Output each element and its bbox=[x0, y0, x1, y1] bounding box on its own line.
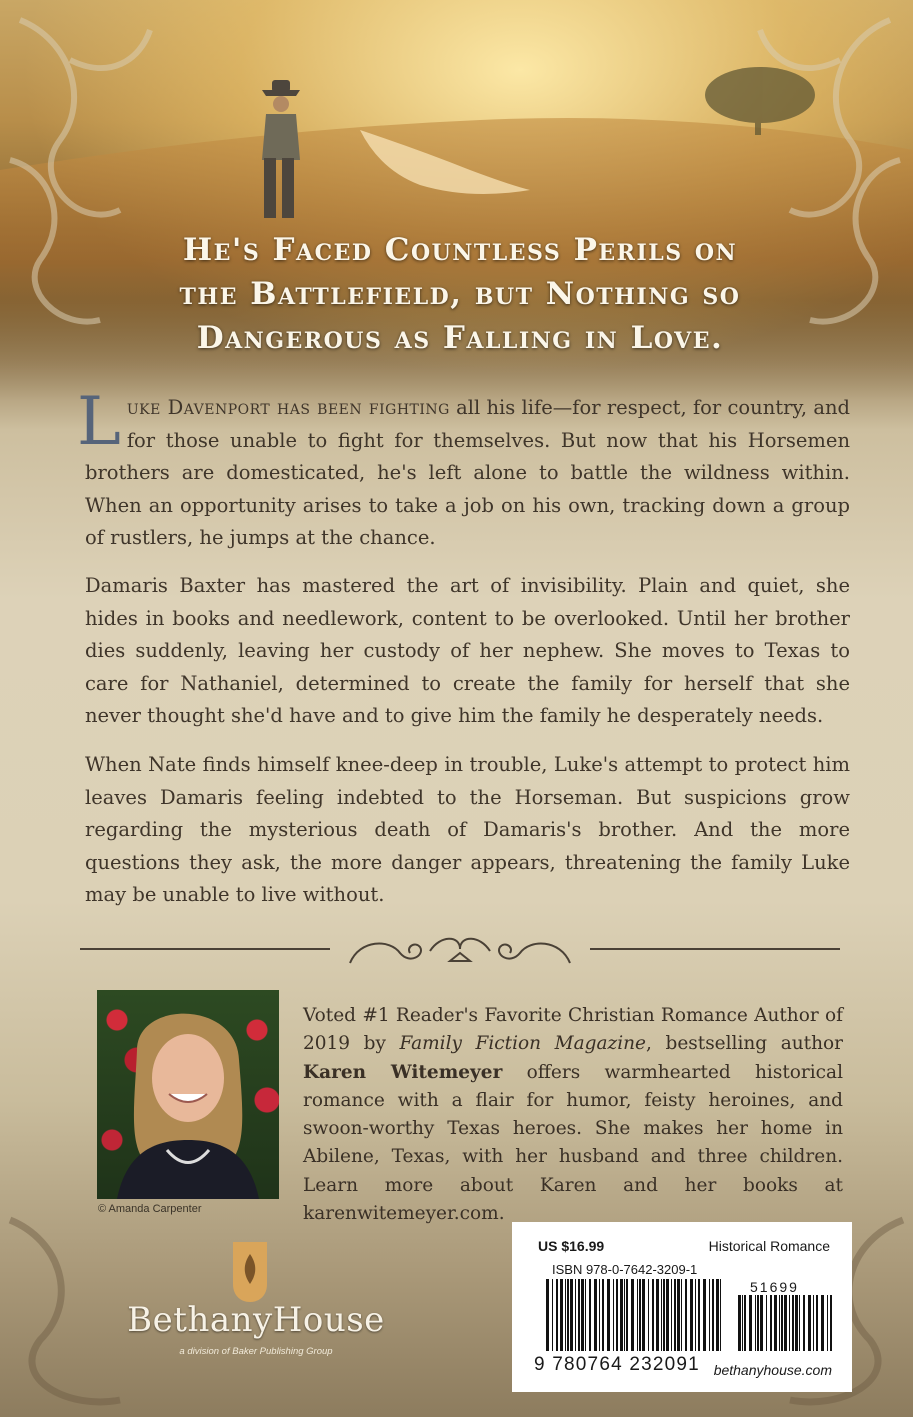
bio-text-3: offers warmhearted historical romance with a flair for humor, feisty heroines, and swoon-worthy Texas heroes. She makes her home in Abilene, Texas, with her husband and three children. Learn more about Karen and her books at karenwitemeyer.com. bbox=[303, 1061, 843, 1225]
tagline-line-3: Dangerous as Falling in Love. bbox=[196, 320, 724, 356]
blurb-paragraph-2: Damaris Baxter has mastered the art of invisibility. Plain and quiet, she hides in books and needlework, content to be overlooked. Until her brother dies suddenly, leaving her custody of her nephew. She moves to Texas to care for Nathaniel, determined to create the family for herself that she never thought she'd have and to give him the family he desperately needs. bbox=[85, 574, 850, 727]
genre-label: Historical Romance bbox=[708, 1238, 830, 1254]
price-code: 51699 bbox=[750, 1279, 799, 1295]
blurb-paragraph-1-text: all his life—for respect, for country, and for those unable to fight for themselves. But now that his Horsemen brothers are domesticated, he's left alone to battle the wildness within. When an opportunity arises to take a job on his own, tracking down a group of rustlers, he jumps at the chance. bbox=[85, 396, 850, 549]
publisher-website: bethanyhouse.com bbox=[713, 1362, 832, 1378]
tagline-headline bbox=[120, 228, 800, 360]
blurb-paragraph-3: When Nate finds himself knee-deep in trouble, Luke's attempt to protect him leaves Damaris feeling indebted to the Horseman. But suspicions grow regarding the mysterious death of Damaris's brother. And the more questions they ask, the more danger appears, threatening the family Luke may be unable to live without. bbox=[85, 753, 850, 906]
price-label: US $16.99 bbox=[538, 1238, 605, 1254]
isbn-digits: 9 780764 232091 bbox=[534, 1354, 700, 1375]
bio-magazine: Family Fiction Magazine bbox=[399, 1033, 647, 1055]
publisher-subtitle: a division of Baker Publishing Group bbox=[179, 1346, 333, 1357]
bio-text-1: Voted #1 Reader's Favorite Christian Romance Author of 2019 by bbox=[303, 1005, 843, 1055]
tagline-line-2: the Battlefield, but Nothing so bbox=[179, 276, 741, 312]
publisher-lamp-icon bbox=[229, 1238, 271, 1304]
isbn-label: ISBN 978-0-7642-3209-1 bbox=[552, 1262, 698, 1277]
drop-cap: L bbox=[77, 383, 121, 460]
author-name: Karen Witemeyer bbox=[303, 1061, 503, 1083]
author-photo bbox=[97, 990, 279, 1199]
barcode-panel bbox=[512, 1222, 852, 1392]
tagline-line-1: He's Faced Countless Perils on bbox=[182, 232, 738, 268]
ornamental-divider bbox=[80, 925, 840, 969]
publisher-logo bbox=[96, 1238, 416, 1368]
blurb-lead-in: uke Davenport has been fighting bbox=[126, 396, 450, 419]
isbn-barcode bbox=[546, 1279, 726, 1351]
author-bio bbox=[303, 1002, 843, 1228]
blurb-paragraph-1 bbox=[77, 383, 850, 555]
price-barcode bbox=[738, 1295, 836, 1351]
bio-text-2: , bestselling author bbox=[646, 1033, 843, 1055]
publisher-name: BethanyHouse bbox=[127, 1300, 385, 1340]
photo-credit: © Amanda Carpenter bbox=[98, 1203, 202, 1215]
